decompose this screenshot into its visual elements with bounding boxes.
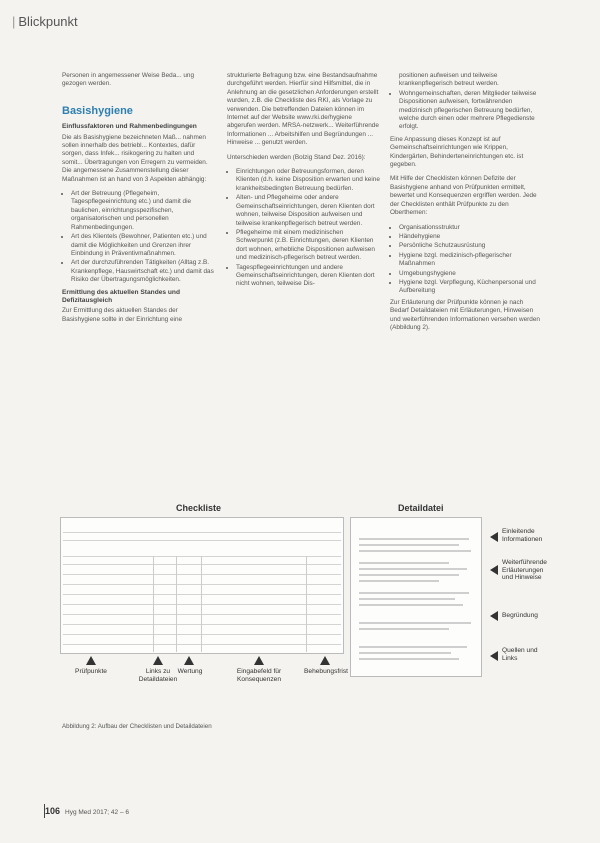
list-item: • Art der Betreuung (Pflegeheim, Tagespflegeeinrichtung etc.) und damit die baulichen, einrichtungsspezifischen, organisatorischen und personellen Rahmenbedingungen.	[71, 190, 215, 232]
col3-paragraph-1: Eine Anpassung dieses Konzept ist auf Gemeinschaftseinrichtungen wie Krippen, Kindergärten, Behinderteneinrichtungen etc. ist gegeben.	[390, 135, 524, 169]
page-footer	[45, 806, 129, 816]
list-item: • Hygiene bzgl. medizinisch-pflegerischer Maßnahmen	[399, 252, 543, 269]
list-item: positionen aufweisen und teilweise krankenpflegerisch betreut werden.	[399, 72, 499, 88]
checklist-sheet-image	[60, 517, 344, 654]
list-item: • Umgebungshygiene	[399, 270, 543, 278]
list-item: • Alten- und Pflegeheime oder andere Gemeinschaftseinrichtungen, deren Klienten dort wohnen, teilweise Disposition aufweisen und teilweise krankenpflegerisch betreut werden.	[236, 194, 380, 228]
list-item: • Tagespflegeeinrichtungen und andere Gemeinschaftseinrichtungen, deren Klienten dort nicht wohnen, teilweise Dis-	[236, 264, 380, 289]
section-header	[12, 14, 78, 29]
column-3	[390, 72, 543, 338]
label-quellen-links: Quellen und Links	[502, 647, 538, 662]
arrow-left-icon	[490, 565, 498, 575]
label-behebungsfrist: Behebungsfrist	[304, 668, 348, 675]
col2-paragraph-2: Unterschieden werden (Bolzig Stand Dez. 2016):	[227, 153, 366, 161]
magazine-reference: Hyg Med 2017; 42 – 6	[65, 809, 129, 816]
col3-paragraph-3: Zur Erläuterung der Prüfpunkte können je nach Bedarf Detaildateien mit Erläuterungen, Hinweisen und weiterführenden Informationen versehen werden (Abbildung 2).	[390, 298, 540, 331]
arrow-left-icon	[490, 651, 498, 661]
col3-bullet-list-cont-2	[390, 90, 543, 132]
list-item: • Organisationsstruktur	[399, 224, 543, 232]
label-einleitende-informationen: Einleitende Informationen	[502, 528, 543, 543]
col1-paragraph-2: Zur Ermittlung des aktuellen Standes der Basishygiene sollte in der Einrichtung eine	[62, 307, 183, 323]
arrow-up-icon	[254, 656, 264, 665]
page-number: 106	[45, 806, 61, 816]
figure-checklist-structure	[58, 501, 547, 695]
list-item: • Hygiene bzgl. Verpflegung, Küchenpersonal und Aufbereitung	[399, 279, 543, 296]
col1-paragraph-1: Die als Basishygiene bezeichneten Maß... nahmen sollen innerhalb des betriebl... Kontextes, dafür sorgen, dass Infek... risikogering zu halten und somit... Übertragungen von Erregern zu vermeiden. Die angemessene Zusammenstellung dieser Maßnahmen ist an hand von 3 Aspekten abhängig:	[62, 133, 208, 183]
arrow-up-icon	[86, 656, 96, 665]
column-2	[227, 72, 380, 290]
list-item: • Art des Klientels (Bewohner, Patienten etc.) und damit die Möglichkeiten und Grenzen ihrer Einbindung in Präventivmaßnahmen.	[71, 233, 215, 258]
label-eingabefeld: Eingabefeld für Konsequenzen	[236, 668, 282, 683]
list-item: • Art der durchzuführenden Tätigkeiten (Alltag z.B. Krankenpflege, Hauswirtschaft etc.) und damit das Risiko der Übertragungsmöglichkeiten.	[71, 259, 215, 284]
subheading-ermittlung: Ermittlung des aktuellen Standes und Defizitausgleich	[62, 288, 180, 304]
label-begruendung: Begründung	[502, 612, 538, 619]
arrow-left-icon	[490, 532, 498, 542]
heading-basishygiene: Basishygiene	[62, 104, 133, 117]
col3-paragraph-2: Mit Hilfe der Checklisten können Defizite der Basishygiene anhand von Prüfpunkten ermittelt, bewertet und Konsequenzen ergriffen werden. Jede der Checklisten enthält Prüfpunkte zu den Oberthemen:	[390, 175, 537, 217]
section-title: Blickpunkt	[18, 14, 78, 29]
list-item: • Persönliche Schutzausrüstung	[399, 242, 543, 250]
col3-bullet-list-cont	[390, 72, 543, 89]
figure-caption: Abbildung 2: Aufbau der Checklisten und Detaildateien	[62, 723, 212, 730]
list-item: • Pflegeheime mit einem medizinischen Schwerpunkt (z.B. Einrichtungen, deren Klienten dort wohnen, erhebliche Dispositionen aufweisen und medizinisch-pflegerisch betreut werden.	[236, 229, 380, 263]
col2-paragraph-1: strukturierte Befragung bzw. eine Bestandsaufnahme durchgeführt werden. Hierfür sind Hilfsmittel, die in Anlehnung an die gesetzlichen Anforderungen erstellt wurden, z.B. die Checkliste des RKI, als Vorlage zu verwenden. Die betreffenden Dateien können im Internet auf der Website www.rki.de/hygiene abgerufen werden. MRSA-netzwerk... Weiterführende Informationen ... Arbeitshilfen und Begründungen ... Hinweise ... genutzt werden.	[227, 72, 379, 147]
checklist-title: Checkliste	[176, 503, 222, 513]
arrow-left-icon	[490, 611, 498, 621]
column-1	[62, 72, 215, 330]
col2-bullet-list	[227, 168, 380, 289]
label-pruefpunkte: Prüfpunkte	[75, 668, 107, 675]
subheading-einflussfaktoren: Einflussfaktoren und Rahmenbedingungen	[62, 123, 197, 131]
list-item: • Wohngemeinschaften, deren Mitglieder teilweise Dispositionen aufweisen, fortwährenden medizinisch pflegerischen Betreuung bedürfen, welche durch einen oder mehrere Pflegedienste erfolgt.	[399, 90, 543, 132]
list-item: • Händehygiene	[399, 233, 543, 241]
label-erlaeuterungen: Weiterführende Erläuterungen und Hinweise	[502, 559, 547, 582]
col1-intro: Personen in angemessener Weise Beda... ung gezogen werden.	[62, 72, 195, 88]
detail-sheet-image	[350, 517, 482, 677]
header-pipe: |	[12, 14, 16, 29]
detail-title: Detaildatei	[398, 503, 444, 513]
arrow-up-icon	[184, 656, 194, 665]
label-wertung: Wertung	[177, 668, 203, 675]
label-links-detaildateien: Links zu Detaildateien	[138, 668, 178, 683]
col3-bullet-list	[390, 224, 543, 296]
col1-bullet-list	[62, 190, 215, 284]
list-item: • Einrichtungen oder Betreuungsformen, deren Klienten (d.h. keine Disposition erwarten und keine krankheitsbedingten Betreuung bedürfen.	[236, 168, 380, 193]
arrow-up-icon	[320, 656, 330, 665]
arrow-up-icon	[153, 656, 163, 665]
